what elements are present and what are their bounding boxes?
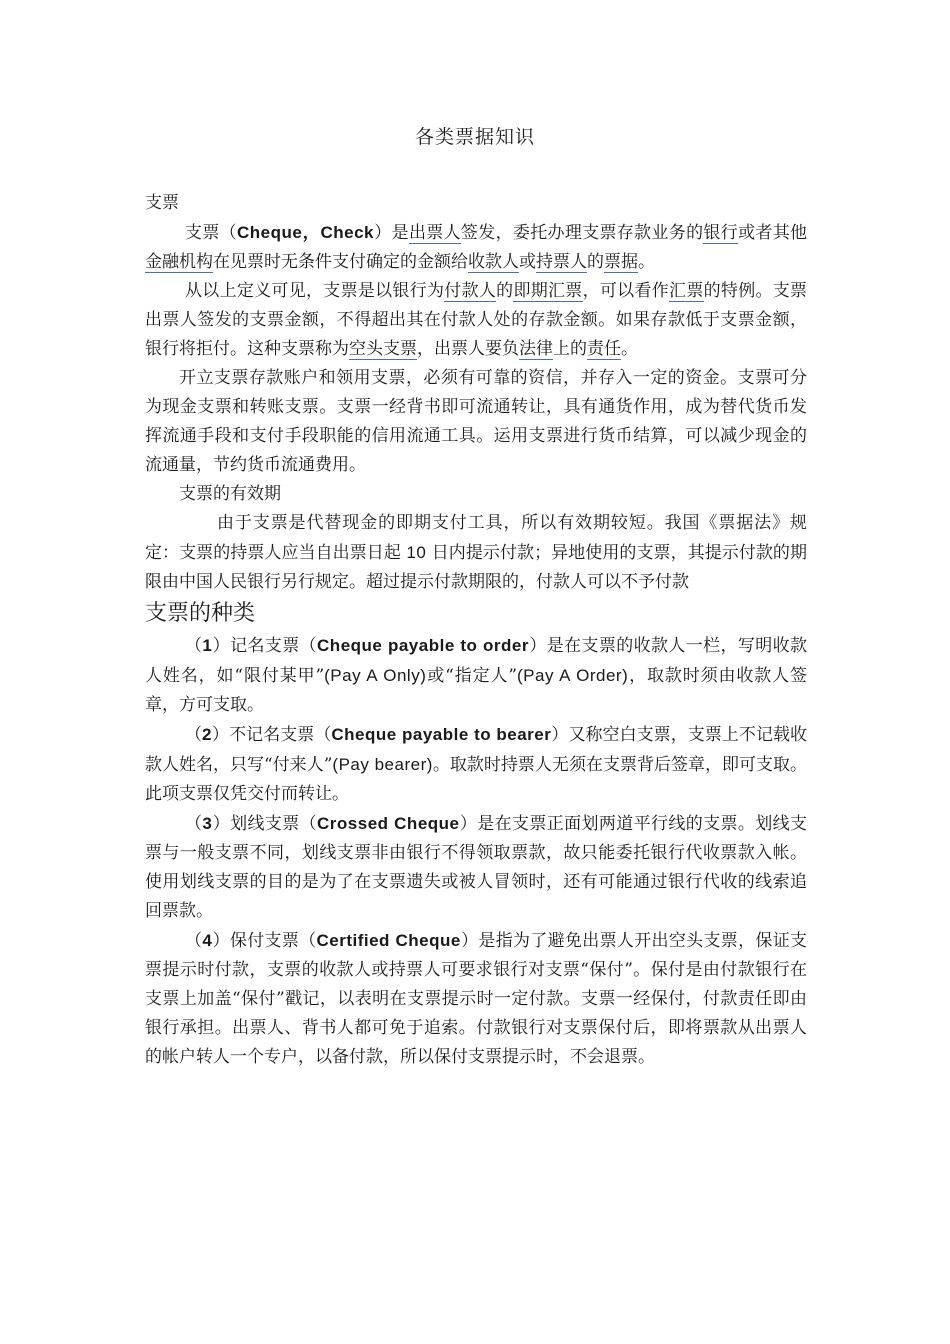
paragraph-special-case: 从以上定义可见，支票是以银行为付款人的即期汇票，可以看作汇票的特例。支票出票人签发的支票金额，不得超出其在付款人处的存款金额。如果存款低于支票金额，银行将拒付。这种支票称为空头支票，出票人要负法律上的责任。: [145, 281, 808, 359]
types-list: [145, 631, 807, 1072]
link-drawer[interactable]: 出票人: [408, 223, 461, 243]
paragraph-definition: 支票（Cheque，Check）是出票人签发，委托办理支票存款业务的银行或者其他金融机构在见票时无条件支付确定的金额给收款人或持票人的票据。: [145, 223, 808, 272]
link-draft[interactable]: 汇票: [669, 281, 704, 301]
link-bank[interactable]: 银行: [703, 223, 739, 243]
list-item: （3）划线支票（Crossed Cheque）是在支票正面划两道平行线的支票。划线支票与一般支票不同，划线支票非由银行不得领取票款，故只能委托银行代收票款入帐。使用划线支票的目的是为了在支票遗失或被人冒领时，还有可能通过银行代收的线索追回票款。: [145, 814, 808, 921]
list-item: （1）记名支票（Cheque payable to order）是在支票的收款人一栏，写明收款人姓名，如“限付某甲”(Pay A Only)或“指定人”(Pay A Order)，取款时须由收款人签章，方可支取。: [145, 636, 808, 715]
list-item: （4）保付支票（Certified Cheque）是指为了避免出票人开出空头支票，保证支票提示时付款，支票的收款人或持票人可要求银行对支票“保付”。保付是由付款银行在支票上加盖“保付”戳记，以表明在支票提示时一定付款。支票一经保付，付款责任即由银行承担。出票人、背书人都可免于追索。付款银行对支票保付后，即将票款从出票人的帐户转人一个专户，以备付款，所以保付支票提示时，不会退票。: [145, 931, 808, 1067]
english-term: Certified Cheque: [316, 931, 461, 950]
link-bounced-cheque[interactable]: 空头支票: [349, 339, 417, 359]
english-term: Cheque，Check: [236, 223, 374, 242]
document-body: [145, 189, 807, 1072]
link-law[interactable]: 法律: [519, 339, 553, 359]
link-sight-draft[interactable]: 即期汇票: [513, 281, 583, 301]
section-heading-cheque: 支票: [145, 193, 179, 213]
link-payer[interactable]: 付款人: [444, 281, 497, 301]
link-bill[interactable]: 票据: [604, 252, 638, 272]
link-liability[interactable]: 责任: [587, 339, 621, 359]
paragraph-account: 开立支票存款账户和领用支票，必须有可靠的资信，并存入一定的资金。支票可分为现金支票和转账支票。支票一经背书即可流通转让，具有通货作用，成为替代货币发挥流通手段和支付手段职能的信用流通工具。运用支票进行货币结算，可以减少现金的流通量，节约货币流通费用。: [145, 368, 807, 475]
section-heading-types: 支票的种类: [145, 601, 256, 626]
list-item: （2）不记名支票（Cheque payable to bearer）又称空白支票，支票上不记载收款人姓名，只写“付来人”(Pay bearer)。取款时持票人无须在支票背后签章，即可支取。此项支票仅凭交付而转让。: [145, 725, 808, 804]
english-term: Cheque payable to bearer: [331, 725, 552, 744]
subheading-validity: 支票的有效期: [179, 484, 281, 504]
english-term: Cheque payable to order: [317, 636, 529, 655]
page-title: 各类票据知识: [414, 126, 535, 148]
paragraph-validity: 由于支票是代替现金的即期支付工具，所以有效期较短。我国《票据法》规定：支票的持票人应当自出票日起 10 日内提示付款；异地使用的支票，其提示付款的期限由中国人民银行另行规定。超过提示付款期限的，付款人可以不予付款: [145, 513, 807, 592]
link-holder[interactable]: 持票人: [536, 252, 587, 272]
english-term: Crossed Cheque: [317, 814, 460, 833]
link-payee[interactable]: 收款人: [468, 252, 519, 272]
link-financial-institution[interactable]: 金融机构: [145, 252, 213, 272]
